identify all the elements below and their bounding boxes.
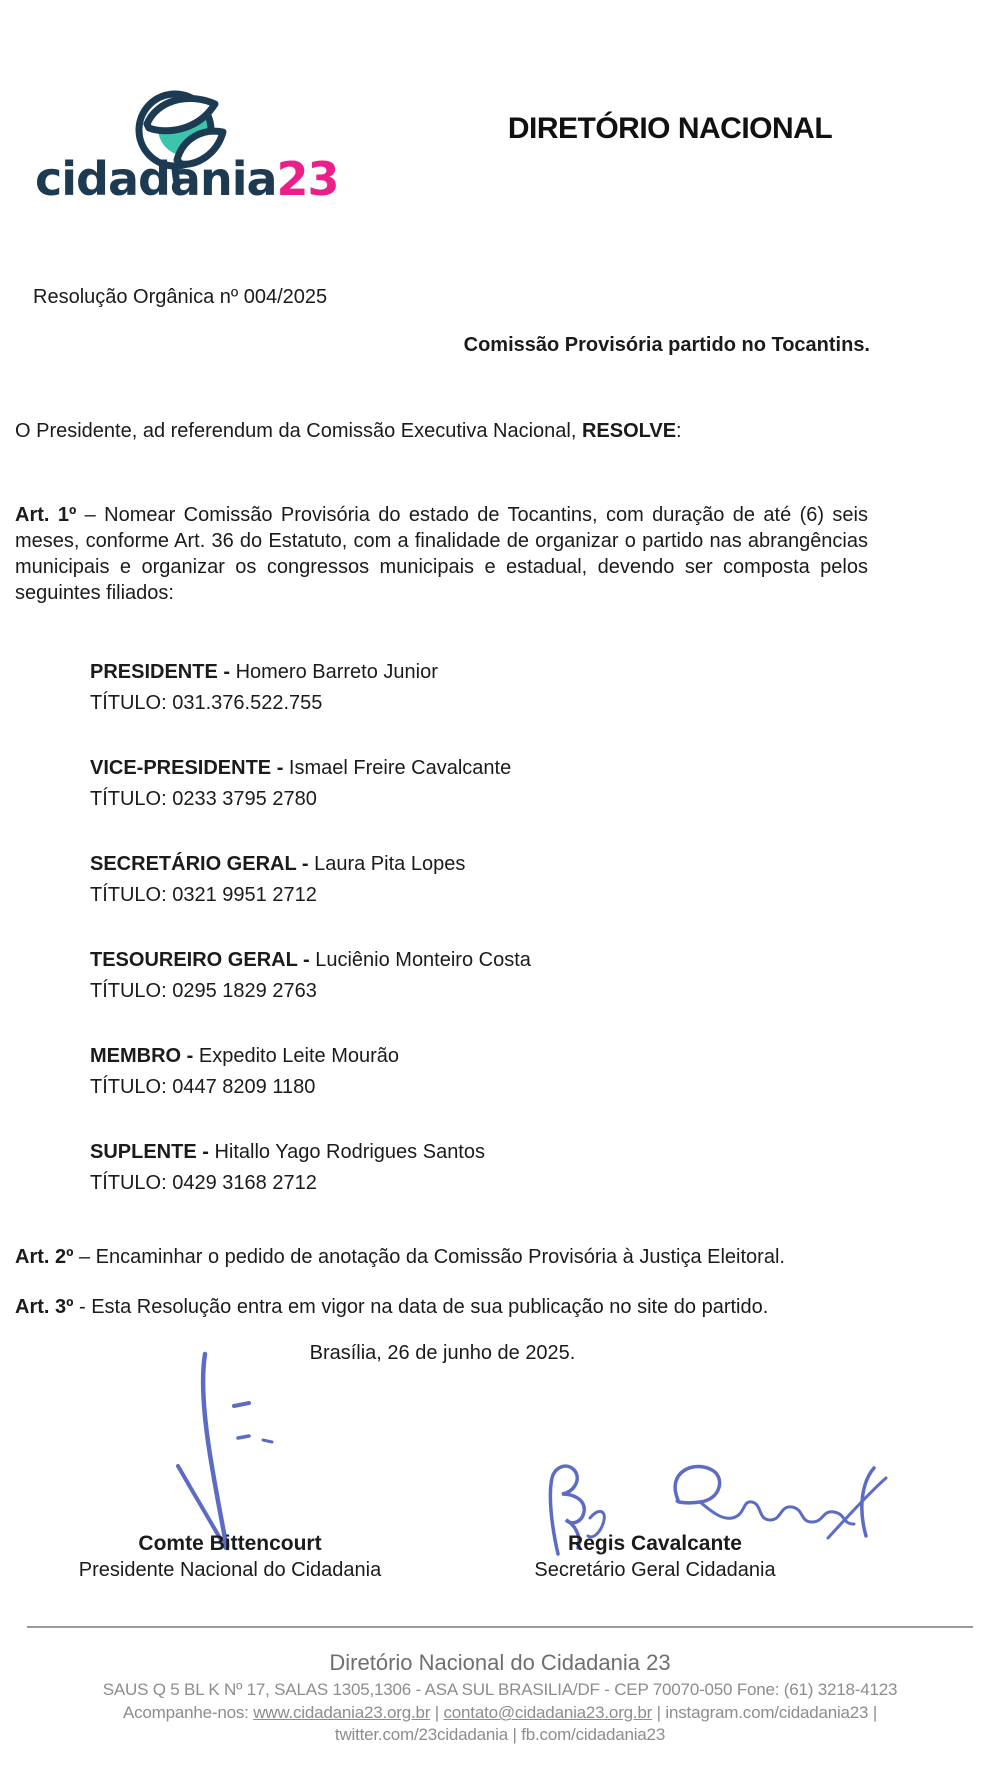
article-2	[15, 1244, 895, 1270]
signature-ink-left	[150, 1346, 290, 1561]
article-1	[15, 502, 868, 606]
member-line	[90, 753, 790, 784]
member-entry	[90, 657, 790, 718]
member-name: Homero Barreto Junior	[235, 661, 438, 683]
member-role: SECRETÁRIO GERAL -	[90, 853, 315, 875]
follow-label: Acompanhe-nos:	[122, 1703, 254, 1722]
member-entry	[90, 945, 790, 1006]
member-titulo: TÍTULO: 0321 9951 2712	[90, 883, 317, 906]
footer-address: SAUS Q 5 BL K Nº 17, SALAS 1305,1306 - ASA SUL BRASILIA/DF - CEP 70070-050 Fone: (61) 3218-4123	[102, 1680, 898, 1699]
preamble	[15, 420, 870, 443]
article-1-label: Art. 1º	[15, 504, 77, 526]
signature-left	[60, 1531, 400, 1583]
article-2-label: Art. 2º	[15, 1246, 74, 1268]
member-entry	[90, 849, 790, 910]
members-list	[90, 657, 790, 1233]
logo-number23: 23	[276, 152, 339, 206]
footer-divider	[27, 1626, 973, 1628]
footer-social-line: twitter.com/23cidadania | fb.com/cidadania23	[334, 1725, 666, 1744]
member-titulo: TÍTULO: 0295 1829 2763	[90, 979, 317, 1002]
signer-role: Secretário Geral Cidadania	[534, 1559, 776, 1581]
member-titulo: TÍTULO: 0429 3168 2712	[90, 1171, 317, 1194]
logo-wordmark	[35, 152, 339, 206]
signer-name: Comte Bittencourt	[138, 1532, 322, 1555]
footer-follow-line	[0, 1703, 1000, 1723]
member-role: VICE-PRESIDENTE -	[90, 757, 289, 779]
member-name: Luciênio Monteiro Costa	[315, 949, 531, 971]
member-name: Hitallo Yago Rodrigues Santos	[214, 1141, 485, 1163]
dateline: Brasília, 26 de junho de 2025.	[309, 1342, 576, 1364]
article-1-text: – Nomear Comissão Provisória do estado de Tocantins, com duração de até (6) seis meses, conforme Art. 36 do Estatuto, com a finalidade de organizar o partido nas abrangências municipais e organizar os congressos municipais e estadual, devendo ser composta pelos seguintes filiados:	[15, 504, 868, 604]
member-name: Ismael Freire Cavalcante	[288, 757, 512, 779]
member-role: PRESIDENTE -	[90, 661, 236, 683]
member-line	[90, 945, 790, 976]
member-titulo: TÍTULO: 0233 3795 2780	[90, 787, 317, 810]
signer-role: Presidente Nacional do Cidadania	[78, 1559, 382, 1581]
signer-name: Regis Cavalcante	[568, 1532, 742, 1555]
preamble-resolve: RESOLVE	[581, 420, 677, 442]
resolution-number: Resolução Orgânica nº 004/2025	[33, 286, 328, 308]
member-line	[90, 657, 790, 688]
preamble-colon: :	[676, 420, 682, 442]
email-link[interactable]: contato@cidadania23.org.br	[443, 1703, 653, 1722]
member-entry	[90, 1137, 790, 1198]
article-3-label: Art. 3º	[15, 1296, 74, 1318]
member-line	[90, 849, 790, 880]
member-entry	[90, 753, 790, 814]
page-title: DIRETÓRIO NACIONAL	[507, 112, 833, 145]
member-titulo: TÍTULO: 0447 8209 1180	[90, 1075, 316, 1098]
subject-line: Comissão Provisória partido no Tocantins.	[463, 334, 870, 356]
member-name: Laura Pita Lopes	[314, 853, 466, 875]
signature-right	[485, 1531, 825, 1583]
article-3-text: - Esta Resolução entra em vigor na data de sua publicação no site do partido.	[73, 1296, 769, 1318]
pipe-separator: |	[430, 1703, 444, 1722]
member-titulo: TÍTULO: 031.376.522.755	[90, 691, 323, 714]
instagram-text: | instagram.com/cidadania23 |	[652, 1703, 878, 1722]
member-role: SUPLENTE -	[90, 1141, 215, 1163]
member-role: MEMBRO -	[90, 1045, 199, 1067]
member-entry	[90, 1041, 790, 1102]
member-line	[90, 1137, 790, 1168]
member-name: Expedito Leite Mourão	[198, 1045, 400, 1067]
article-3	[15, 1294, 895, 1320]
website-link[interactable]: www.cidadania23.org.br	[253, 1703, 431, 1722]
article-2-text: – Encaminhar o pedido de anotação da Comissão Provisória à Justiça Eleitoral.	[73, 1246, 785, 1268]
preamble-text: O Presidente, ad referendum da Comissão Executiva Nacional,	[15, 420, 582, 442]
logo-wordmark-text: cidadania	[35, 152, 277, 206]
footer-org-name: Diretório Nacional do Cidadania 23	[329, 1650, 671, 1675]
member-line	[90, 1041, 790, 1072]
member-role: TESOUREIRO GERAL -	[90, 949, 316, 971]
